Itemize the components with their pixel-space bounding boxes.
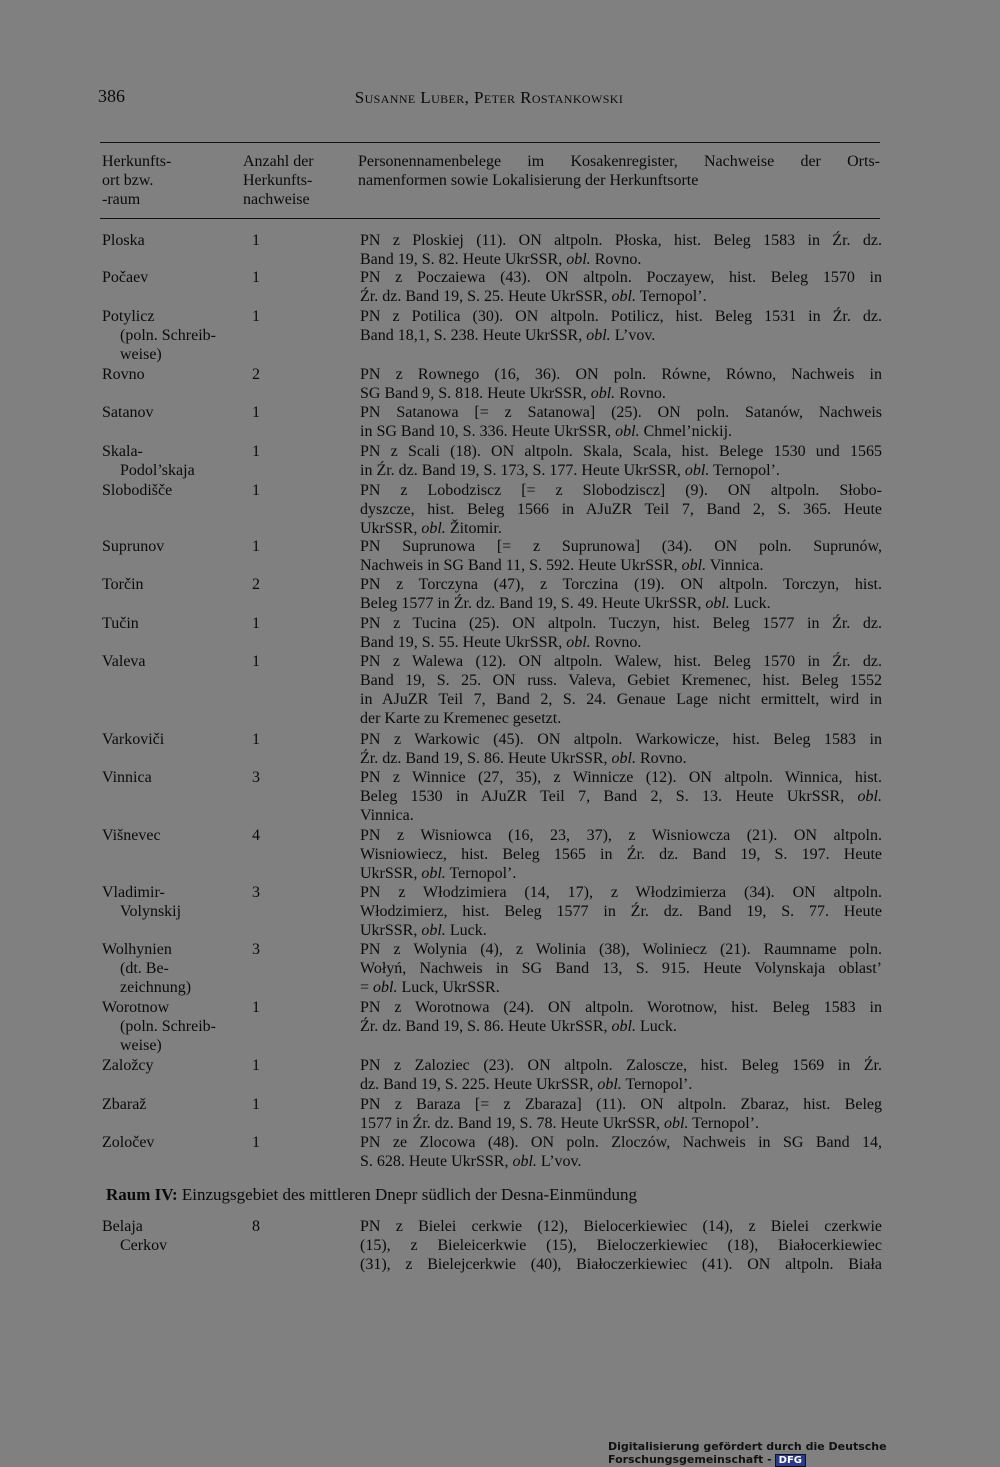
place-name-line: Ploska <box>102 232 145 249</box>
description-line: PN z Winnice (27, 35), z Winnicze (12). ON altpoln. Winnica, hist. <box>360 769 882 786</box>
place-name <box>102 442 242 480</box>
place-name-line: Volynskij <box>120 903 182 920</box>
description-line: PN z Włodzimiera (14, 17), z Włodzimierza (34). ON altpoln. <box>360 884 882 901</box>
description-line: Włodzimierz, hist. Beleg 1577 in Źr. dz. Band 19, S. 77. Heute <box>360 903 882 920</box>
description-line: PN z Bielei cerkwie (12), Bielocerkiewiec (14), z Bielei czerkwie <box>360 1218 882 1235</box>
attestation-count: 2 <box>252 366 260 383</box>
description-line: Nachweis in SG Band 11, S. 592. Heute UkrSSR, obl. Vinnica. <box>360 557 764 574</box>
description-line: PN Suprunowa [= z Suprunowa] (34). ON poln. Suprunów, <box>360 538 882 555</box>
place-name <box>102 1056 242 1075</box>
description-line: UkrSSR, obl. Luck. <box>360 922 487 939</box>
attestation-count: 3 <box>252 884 260 901</box>
attestation-count: 4 <box>252 827 260 844</box>
description-line: PN z Scali (18). ON altpoln. Skala, Scala, hist. Belege 1530 und 1565 <box>360 443 882 460</box>
description-line: PN z Warkowic (45). ON altpoln. Warkowicze, hist. Beleg 1583 in <box>360 731 882 748</box>
attestation-description <box>360 826 882 883</box>
description-line: (31), z Bielejcerkwie (40), Białoczerkiewiec (41). ON altpoln. Biała <box>360 1256 882 1273</box>
attestation-description <box>360 1095 882 1133</box>
attestation-description <box>360 575 882 613</box>
description-line: PN z Ploskiej (11). ON altpoln. Płoska, hist. Beleg 1583 in Źr. dz. <box>360 232 882 249</box>
attestation-count: 8 <box>252 1218 260 1235</box>
description-line: PN z Poczaiewa (43). ON altpoln. Poczayew, hist. Beleg 1570 in <box>360 269 882 286</box>
place-name <box>102 652 242 671</box>
place-name <box>102 307 242 364</box>
place-name <box>102 231 242 250</box>
attestation-count: 1 <box>252 443 260 460</box>
place-name <box>102 1217 242 1255</box>
description-line: Band 19, S. 82. Heute UkrSSR, obl. Rovno. <box>360 251 642 268</box>
place-name-line: Potylicz <box>102 308 155 325</box>
place-name-line: Cerkov <box>120 1237 168 1254</box>
column-header-description <box>358 152 880 190</box>
attestation-description <box>360 403 882 441</box>
place-name <box>102 403 242 422</box>
place-name-line: Wolhynien <box>102 941 172 958</box>
description-line: S. 628. Heute UkrSSR, obl. L’vov. <box>360 1153 582 1170</box>
description-line: PN z Torczyna (47), z Torczina (19). ON altpoln. Torczyn, hist. <box>360 576 882 593</box>
column-header-line: namenformen sowie Lokalisierung der Herkunftsorte <box>358 172 699 189</box>
description-line: = obl. Luck, UkrSSR. <box>360 979 500 996</box>
place-name <box>102 1133 242 1152</box>
section-label: Raum IV: <box>106 1185 178 1204</box>
description-line: der Karte zu Kremenec gesetzt. <box>360 710 562 727</box>
place-name <box>102 575 242 594</box>
description-line: PN Satanowa [= z Satanowa] (25). ON poln. Satanów, Nachweis <box>360 404 882 421</box>
place-name-line: (poln. Schreib- <box>120 1018 216 1035</box>
attestation-description <box>360 768 882 825</box>
description-line: Vinnica. <box>360 807 414 824</box>
attestation-count: 3 <box>252 941 260 958</box>
description-line: Beleg 1577 in Źr. dz. Band 19, S. 49. Heute UkrSSR, obl. Luck. <box>360 595 771 612</box>
attestation-count: 1 <box>252 731 260 748</box>
place-name-line: weise) <box>120 1037 162 1054</box>
place-name <box>102 998 242 1055</box>
attestation-count: 1 <box>252 1134 260 1151</box>
description-line: UkrSSR, obl. Ternopol’. <box>360 865 517 882</box>
description-line: PN z Tucina (25). ON altpoln. Tuczyn, hist. Beleg 1577 in Źr. dz. <box>360 615 882 632</box>
column-header-line: nachweise <box>243 191 310 208</box>
description-line: PN z Wolynia (4), z Wolinia (38), Woliniecz (21). Raumname poln. <box>360 941 882 958</box>
place-name <box>102 730 242 749</box>
attestation-description <box>360 998 882 1036</box>
footer-text: Digitalisierung gefördert durch die Deutsche Forschungsgemeinschaft - <box>608 1440 887 1466</box>
description-line: 1577 in Źr. dz. Band 19, S. 78. Heute UkrSSR, obl. Ternopol’. <box>360 1115 760 1132</box>
description-line: dz. Band 19, S. 225. Heute UkrSSR, obl. Ternopol’. <box>360 1076 693 1093</box>
attestation-count: 1 <box>252 482 260 499</box>
place-name-line: Počaev <box>102 269 149 286</box>
column-header-line: ort bzw. <box>102 172 154 189</box>
place-name <box>102 481 242 500</box>
attestation-count: 1 <box>252 308 260 325</box>
dfg-logo: DFG <box>775 1454 806 1467</box>
place-name-line: Vinnica <box>102 769 152 786</box>
attestation-count: 1 <box>252 653 260 670</box>
running-title: Susanne Luber, Peter Rostankowski <box>354 88 624 107</box>
description-line: PN z Lobodziscz [= z Slobodziscz] (9). ON altpoln. Słobo- <box>360 482 882 499</box>
description-line: Band 19, S. 25. ON russ. Valeva, Gebiet Kremenec, hist. Beleg 1552 <box>360 672 882 689</box>
attestation-description <box>360 537 882 575</box>
place-name <box>102 268 242 287</box>
attestation-count: 1 <box>252 404 260 421</box>
description-line: Wołyń, Nachweis in SG Band 13, S. 915. Heute Volynskaja oblast’ <box>360 960 882 977</box>
description-line: (15), z Bieleicerkwie (15), Bieloczerkiewiec (18), Białocerkiewiec <box>360 1237 882 1254</box>
column-header-line: Anzahl der <box>243 153 314 170</box>
place-name-line: Varkoviči <box>102 731 165 748</box>
place-name-line: Rovno <box>102 366 145 383</box>
attestation-description <box>360 883 882 940</box>
description-line: SG Band 9, S. 818. Heute UkrSSR, obl. Rovno. <box>360 385 666 402</box>
place-name <box>102 883 242 921</box>
attestation-count: 2 <box>252 576 260 593</box>
place-name-line: Suprunov <box>102 538 165 555</box>
description-line: PN z Rownego (16, 36). ON poln. Równe, Równo, Nachweis in <box>360 366 882 383</box>
column-header-line: Herkunfts- <box>243 172 313 189</box>
description-line: PN z Potilica (30). ON altpoln. Potilicz, hist. Beleg 1531 in Źr. dz. <box>360 308 882 325</box>
place-name-line: Torčin <box>102 576 144 593</box>
header-rule <box>100 218 880 219</box>
place-name-line: Vladimir- <box>102 884 165 901</box>
place-name-line: Skala- <box>102 443 143 460</box>
column-header-line: Herkunfts- <box>102 153 172 170</box>
attestation-description <box>360 442 882 480</box>
digitization-footer <box>608 1440 998 1467</box>
place-name <box>102 537 242 556</box>
column-header-place <box>102 152 171 209</box>
attestation-description <box>360 730 882 768</box>
description-line: Wisniowiecz, hist. Beleg 1565 in Źr. dz. Band 19, S. 197. Heute <box>360 846 882 863</box>
attestation-description <box>360 268 882 306</box>
place-name-line: (poln. Schreib- <box>120 327 216 344</box>
attestation-description <box>360 1133 882 1171</box>
attestation-count: 3 <box>252 769 260 786</box>
attestation-count: 1 <box>252 269 260 286</box>
attestation-description <box>360 652 882 728</box>
section-heading <box>106 1185 637 1205</box>
place-name-line: Podol’skaja <box>120 462 195 479</box>
attestation-description <box>360 307 882 345</box>
description-line: Beleg 1530 in AJuZR Teil 7, Band 2, S. 13. Heute UkrSSR, obl. <box>360 788 882 805</box>
description-line: Band 18,1, S. 238. Heute UkrSSR, obl. L’vov. <box>360 327 656 344</box>
description-line: Źr. dz. Band 19, S. 86. Heute UkrSSR, obl. Rovno. <box>360 750 687 767</box>
column-header-line: -raum <box>102 191 141 208</box>
place-name-line: weise) <box>120 346 162 363</box>
column-header-line: Personennamenbelege im Kosakenregister, Nachweise der Orts- <box>358 153 880 170</box>
place-name-line: Tučin <box>102 615 139 632</box>
attestation-count: 1 <box>252 232 260 249</box>
description-line: UkrSSR, obl. Žitomir. <box>360 520 502 537</box>
description-line: in AJuZR Teil 7, Band 2, S. 24. Genaue Lage nicht ermittelt, wird in <box>360 691 882 708</box>
place-name <box>102 940 242 997</box>
place-name-line: Slobodišče <box>102 482 173 499</box>
attestation-description <box>360 940 882 997</box>
description-line: Źr. dz. Band 19, S. 25. Heute UkrSSR, obl. Ternopol’. <box>360 288 707 305</box>
place-name-line: Višnevec <box>102 827 161 844</box>
place-name <box>102 1095 242 1114</box>
attestation-description <box>360 231 882 269</box>
page-number: 386 <box>98 86 125 106</box>
attestation-count: 1 <box>252 538 260 555</box>
attestation-count: 1 <box>252 999 260 1016</box>
description-line: PN z Zaloziec (23). ON altpoln. Zaloscze, hist. Beleg 1569 in Źr. <box>360 1057 882 1074</box>
description-line: Band 19, S. 55. Heute UkrSSR, obl. Rovno. <box>360 634 642 651</box>
description-line: in Źr. dz. Band 19, S. 173, S. 177. Heute UkrSSR, obl. Ternopol’. <box>360 462 780 479</box>
description-line: PN z Walewa (12). ON altpoln. Walew, hist. Beleg 1570 in Źr. dz. <box>360 653 882 670</box>
attestation-description <box>360 365 882 403</box>
place-name-line: Valeva <box>102 653 146 670</box>
place-name-line: zeichnung) <box>120 979 192 996</box>
place-name-line: Worotnow <box>102 999 170 1016</box>
place-name-line: Zoločev <box>102 1134 155 1151</box>
attestation-description <box>360 1217 882 1274</box>
attestation-count: 1 <box>252 1096 260 1113</box>
attestation-description <box>360 481 882 538</box>
section-title: Einzugsgebiet des mittleren Dnepr südlich der Desna-Einmündung <box>181 1185 637 1204</box>
attestation-description <box>360 1056 882 1094</box>
place-name-line: Zbaraž <box>102 1096 147 1113</box>
attestation-description <box>360 614 882 652</box>
place-name-line: Založcy <box>102 1057 154 1074</box>
page-header <box>98 86 880 116</box>
description-line: PN ze Zlocowa (48). ON poln. Zloczów, Nachweis in SG Band 14, <box>360 1134 882 1151</box>
attestation-count: 1 <box>252 1057 260 1074</box>
place-name-line: (dt. Be- <box>120 960 169 977</box>
place-name <box>102 365 242 384</box>
description-line: PN z Worotnowa (24). ON altpoln. Worotnow, hist. Beleg 1583 in <box>360 999 882 1016</box>
place-name <box>102 826 242 845</box>
description-line: PN z Baraza [= z Zbaraza] (11). ON altpoln. Zbaraz, hist. Beleg <box>360 1096 882 1113</box>
description-line: PN z Wisniowca (16, 23, 37), z Wisniowcza (21). ON altpoln. <box>360 827 882 844</box>
place-name <box>102 614 242 633</box>
place-name-line: Belaja <box>102 1218 143 1235</box>
description-line: Źr. dz. Band 19, S. 86. Heute UkrSSR, obl. Luck. <box>360 1018 677 1035</box>
place-name-line: Satanov <box>102 404 154 421</box>
place-name <box>102 768 242 787</box>
description-line: dyszcze, hist. Beleg 1566 in AJuZR Teil 7, Band 2, S. 365. Heute <box>360 501 882 518</box>
top-rule <box>100 142 880 143</box>
description-line: in SG Band 10, S. 336. Heute UkrSSR, obl. Chmel’nickij. <box>360 423 733 440</box>
attestation-count: 1 <box>252 615 260 632</box>
column-header-count <box>243 152 314 209</box>
